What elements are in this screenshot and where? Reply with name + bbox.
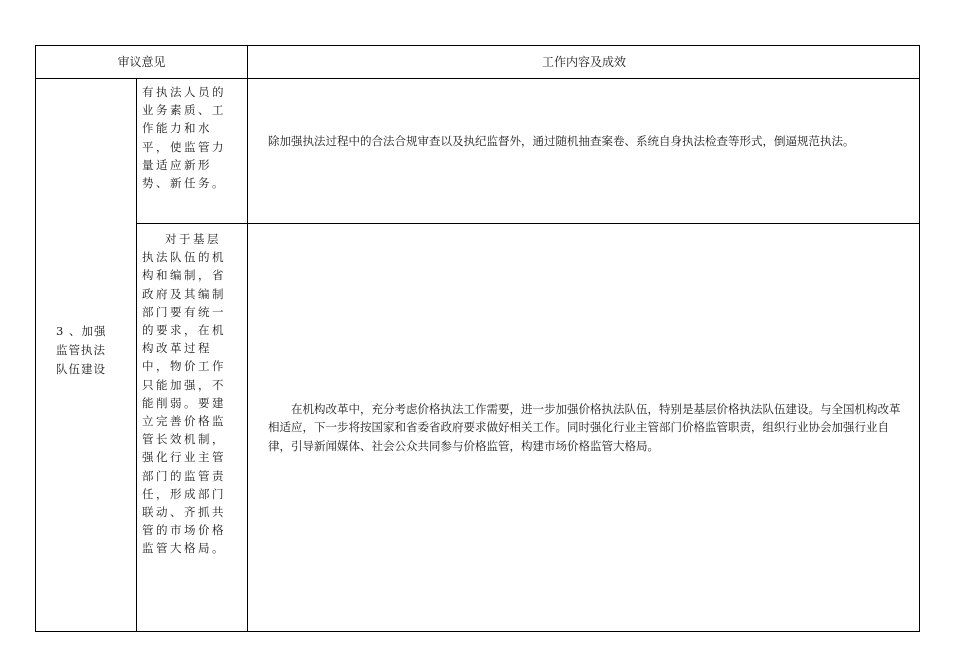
opinion-cell bbox=[137, 224, 248, 631]
work-text: 在机构改革中，充分考虑价格执法工作需要，进一步加强价格执法队伍，特别是基层价格执法队伍建设。与全国机构改革相适应，下一步将按国家和省委省政府要求做好相关工作。同时强化行业主管部门价格监管职责，组织行业协会加强行业自律，引导新闻媒体、社会公众共同参与价格监管，构建市场价格监管大格局。 bbox=[268, 402, 901, 453]
work-cell bbox=[248, 79, 919, 223]
category-cell bbox=[36, 79, 137, 631]
review-table bbox=[35, 45, 920, 632]
table-row bbox=[137, 224, 919, 631]
header-work-content: 工作内容及成效 bbox=[541, 55, 626, 69]
opinion-text: 对于基层执法队伍的机构和编制，省政府及其编制部门要有统一的要求，在机构改革过程中，物价工作只能加强，不能削弱。要建立完善价格监管长效机制，强化行业主管部门的监管责任，形成部门联动、齐抓共管的市场价格监管大格局。 bbox=[142, 232, 226, 556]
table-header bbox=[36, 46, 919, 79]
header-review-opinion: 审议意见 bbox=[36, 46, 248, 78]
table-row bbox=[137, 79, 919, 224]
work-cell bbox=[248, 224, 919, 631]
opinion-cell bbox=[137, 79, 248, 223]
work-text: 除加强执法过程中的合法合规审查以及执纪监督外，通过随机抽查案卷、系统自身执法检查等形式，倒逼规范执法。 bbox=[268, 134, 855, 148]
category-label: 3 、加强监管执法队伍建设 bbox=[56, 324, 107, 376]
opinion-text: 有执法人员的业务素质、工作能力和水平，使监管力量适应新形势、新任务。 bbox=[142, 85, 226, 191]
